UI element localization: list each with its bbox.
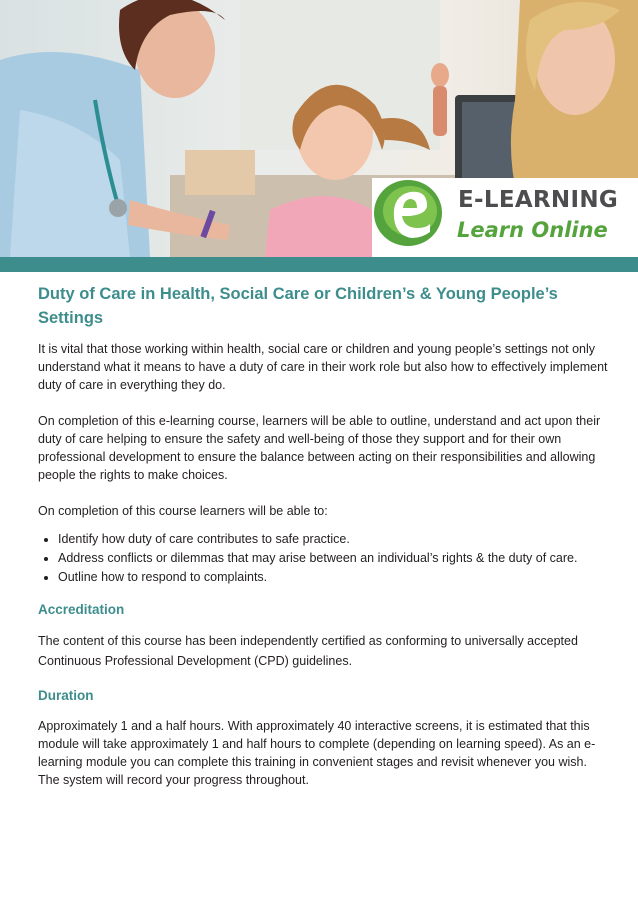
list-item: • Outline how to respond to complaints. <box>58 568 608 587</box>
intro-paragraph: On completion of this e-learning course, learners will be able to outline, understand and act upon their duty of care helping to ensure the safety and well-being of those they support and for their own professional development to ensure the balance between acting on their responsibilities and allowing people the rights to make choices. <box>38 414 601 482</box>
learning-outcomes-list <box>38 530 608 587</box>
list-item: • Address conflicts or dilemmas that may arise between an individual’s rights & the duty of care. <box>58 549 608 568</box>
intro-paragraph: It is vital that those working within health, social care or children and young people’s settings not only understand what it means to have a duty of care in their work role but also how to effectively implement duty of care in everything they do. <box>38 342 608 392</box>
accreditation-text: The content of this course has been independently certified as conforming to universally accepted Continuous Professional Development (CPD) guidelines. <box>38 634 578 668</box>
list-item: • Identify how duty of care contributes to safe practice. <box>58 530 608 549</box>
duration-heading: Duration <box>38 688 94 703</box>
header-divider <box>0 257 638 272</box>
logo-title: E-LEARNING <box>458 187 619 213</box>
accreditation-heading: Accreditation <box>38 602 125 617</box>
page-title: Duty of Care in Health, Social Care or Children’s & Young People’s Settings <box>38 285 558 327</box>
hero-photo <box>0 0 638 257</box>
logo-subtitle: Learn Online <box>457 218 608 242</box>
e-logo-icon <box>372 178 444 248</box>
duration-text: Approximately 1 and a half hours. With approximately 40 interactive screens, it is estimated that this module will take approximately 1 and half hours to complete (depending on learning speed). As an e-learning module you can complete this training in convenient stages and revisit whenever you wish. The system will record your progress throughout. <box>38 719 596 787</box>
course-description <box>38 282 608 807</box>
elearning-logo <box>372 178 638 257</box>
intro-paragraph: On completion of this course learners will be able to: <box>38 504 328 518</box>
